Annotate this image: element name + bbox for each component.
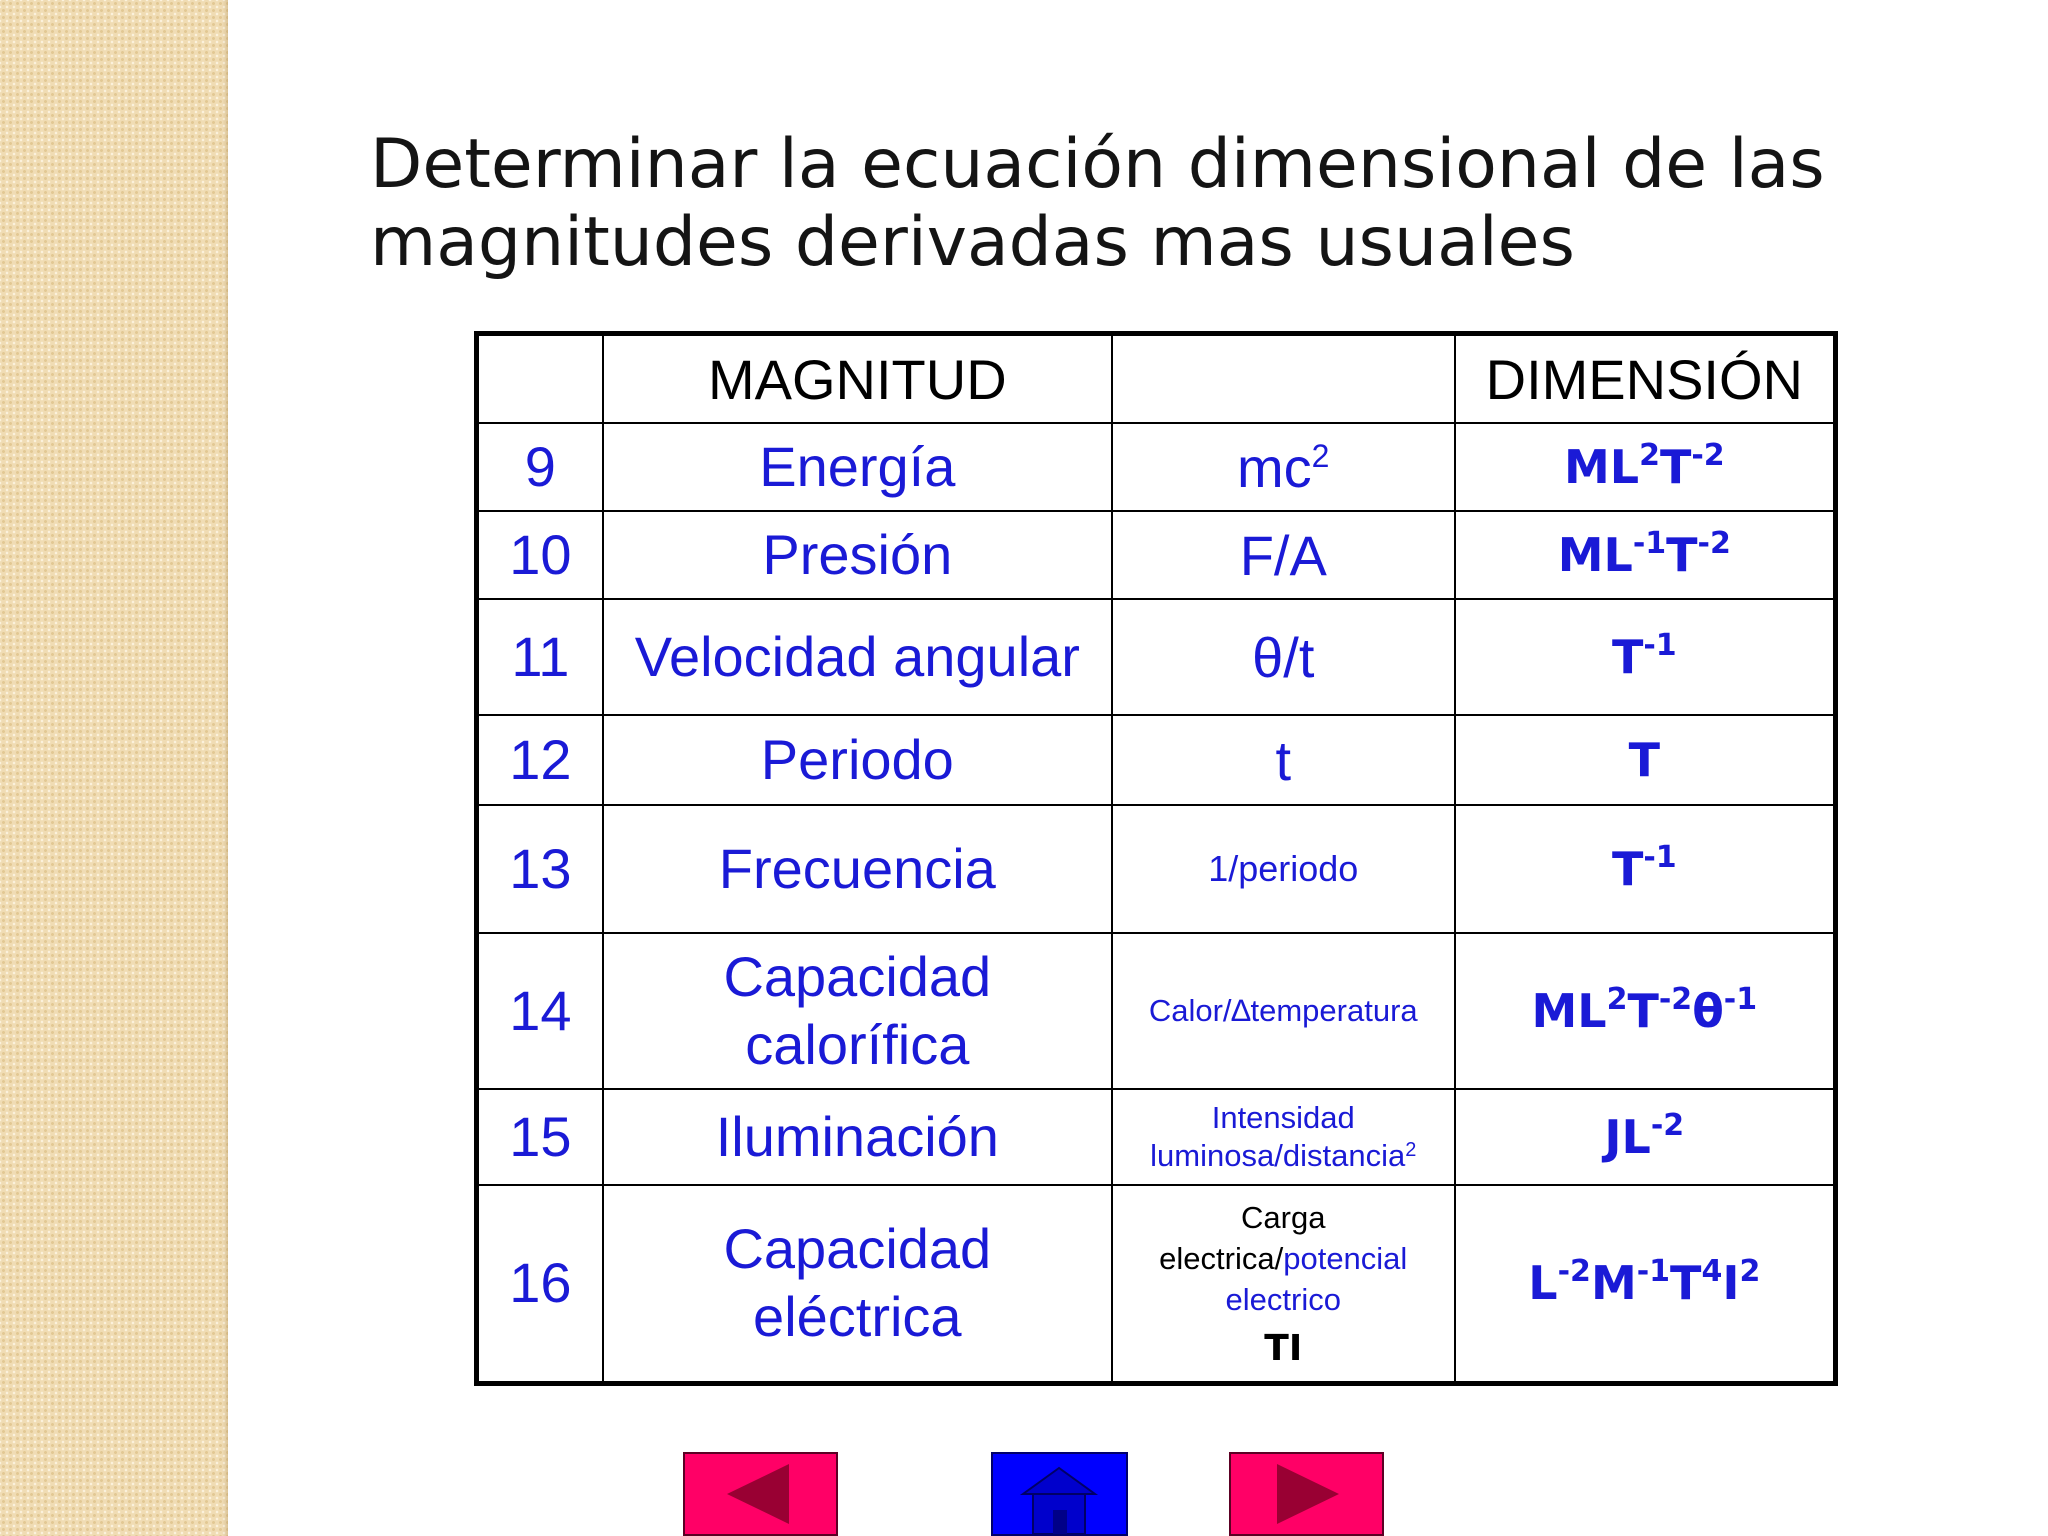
table-row [477,423,1836,511]
row-dimension: T [1455,715,1836,805]
row-formula: Intensidad luminosa/distancia$^2$ [1112,1089,1455,1185]
header-dimension: DIMENSIÓN [1455,334,1836,424]
row-formula: F/A [1112,511,1455,599]
row-formula: $mc^2$ [1112,423,1455,511]
table-row [477,1089,1836,1185]
row-magnitud: Energía [603,423,1112,511]
row-dimension: $T^{-1}$ [1455,599,1836,715]
header-magnitud: MAGNITUD [603,334,1112,424]
row-magnitud: Iluminación [603,1089,1112,1185]
row-number: 11 [477,599,603,715]
next-slide-button[interactable] [1229,1452,1384,1536]
table-header-row [477,334,1836,424]
row-number: 16 [477,1185,603,1383]
row-dimension: $ML^{-1}T^{-2}$ [1455,511,1836,599]
row-number: 12 [477,715,603,805]
row-magnitud: Capacidad eléctrica [603,1185,1112,1383]
row-dimension: $JL^{-2}$ [1455,1089,1836,1185]
triangle-right-icon [1231,1454,1382,1534]
header-number [477,334,603,424]
row-formula: 1/periodo [1112,805,1455,933]
table-row [477,933,1836,1089]
row-formula: Calor/∆temperatura [1112,933,1455,1089]
row-magnitud: Periodo [603,715,1112,805]
row-magnitud: Velocidad angular [603,599,1112,715]
row-dimension: $L^{-2}M^{-1}T^4I^2$ [1455,1185,1836,1383]
row-number: 10 [477,511,603,599]
table-row [477,1185,1836,1383]
row-formula: Carga electrica/potencial electrico TI [1112,1185,1455,1383]
table-row [477,805,1836,933]
row-dimension: $ML^2T^{-2}\theta^{-1}$ [1455,933,1836,1089]
row-formula-unit: TI [1264,1328,1303,1370]
row-number: 14 [477,933,603,1089]
previous-slide-button[interactable] [683,1452,838,1536]
slide-title: Determinar la ecuación dimensional de las magnitudes derivadas mas usuales [370,125,1825,282]
row-number: 15 [477,1089,603,1185]
row-formula: t [1112,715,1455,805]
table-row [477,511,1836,599]
row-magnitud: Frecuencia [603,805,1112,933]
dimensions-table [474,331,1838,1386]
house-icon [993,1454,1126,1534]
row-number: 9 [477,423,603,511]
home-button[interactable] [991,1452,1128,1536]
row-dimension: $T^{-1}$ [1455,805,1836,933]
row-magnitud: Capacidad calorífica [603,933,1112,1089]
table-row [477,715,1836,805]
row-number: 13 [477,805,603,933]
triangle-left-icon [685,1454,836,1534]
row-magnitud: Presión [603,511,1112,599]
row-formula: θ/t [1112,599,1455,715]
decorative-side-panel [0,0,228,1536]
header-formula [1112,334,1455,424]
row-dimension: $ML^2T^{-2}$ [1455,423,1836,511]
table-row [477,599,1836,715]
